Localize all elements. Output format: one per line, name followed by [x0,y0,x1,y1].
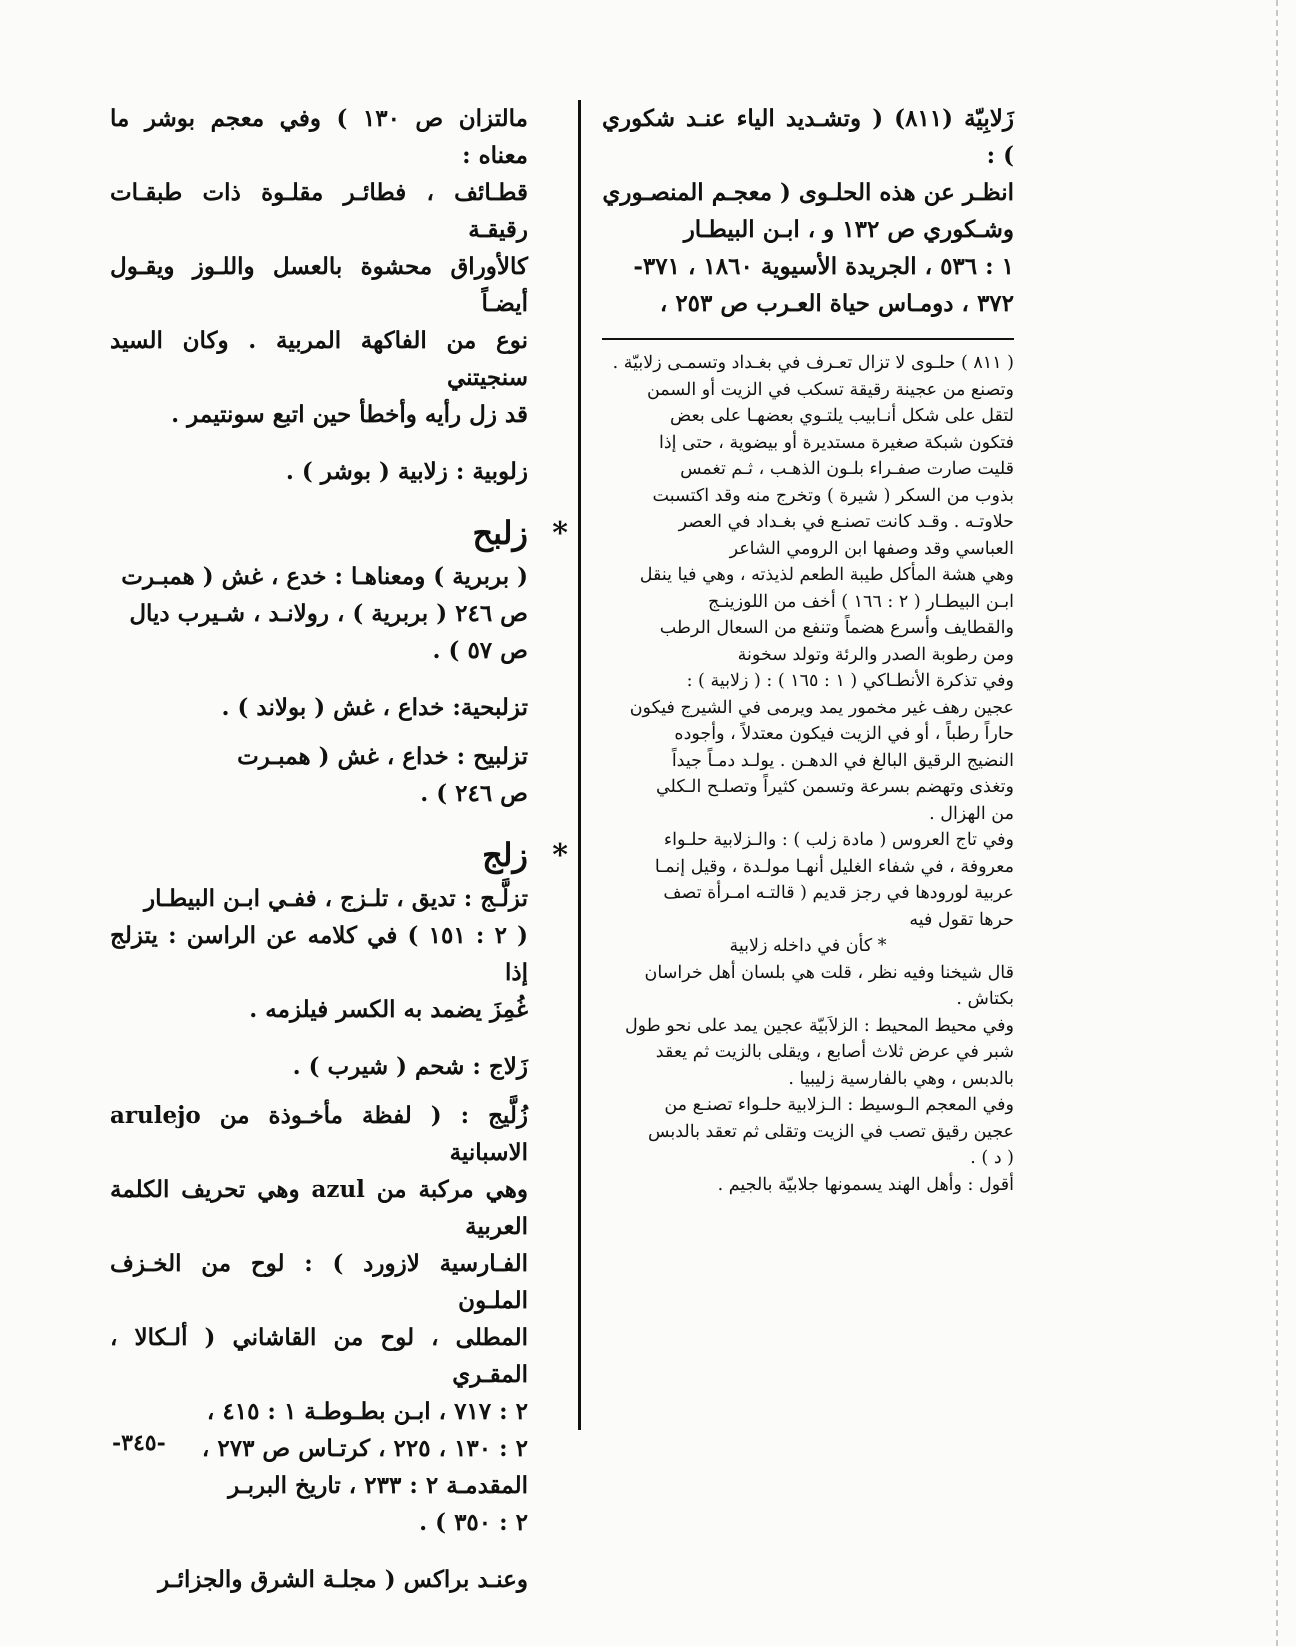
main-line: ١ : ٥٣٦ ، الجريدة الأسيوية ١٨٦٠ ، ٣٧١- [633,253,1014,280]
right-column [602,100,1014,342]
footnote-line: من الهزال . [929,803,1014,824]
main-line: زَلابِيّة (٨١١) ( وتشـديد الياء عنـد شكوري ) : [602,105,1014,169]
entry-header [110,836,568,874]
main-line: انظـر عن هذه الحلـوى ( معجـم المنصـوري [602,179,1014,206]
footnote-line: ابـن البيطـار ( ٢ : ١٦٦ ) أخف من اللوزينـج [708,591,1014,612]
main-line: ص ٢٤٦ ( بربرية ) ، رولانـد ، شـيرب ديال [129,600,528,627]
asterisk-icon: * [552,515,568,551]
footnote-line: والقطايف وأسرع هضماً وتنفع من السعال الرطب [659,618,1014,638]
footnote-line: ( د ) . [970,1148,1014,1168]
main-line: ٢ : ٧١٧ ، ابـن بطـوطـة ١ : ٤١٥ ، [206,1398,528,1425]
footnote-line: عربية لورودها في رجز قديم ( قالتـه امـرأة تصف [663,883,1014,903]
main-line: ٢ : ٣٥٠ ) . [419,1509,528,1536]
main-line: مالتزان ص ١٣٠ ) وفي معجم بوشر ما معناه : [110,105,528,169]
headword: زلبح [472,514,528,552]
main-line: المقدمـة ٢ : ٢٣٣ ، تاريخ البربـر [228,1472,528,1499]
zalabiya-entry [602,100,1014,322]
footnote-line: قال شيخنا وفيه نظر ، قلت هي بلسان أهل خراسان [644,962,1014,983]
footnote-line: وفي محيط المحيط : الزلاَبيّة عجين يمد على نحو طول [624,1015,1014,1036]
footnote-line: وفي تاج العروس ( مادة زلب ) : والـزلابية حلـواء [663,830,1014,850]
headword: زلج [482,836,528,874]
footnote-line: بالدبس ، وهي بالفارسية زليبيا . [788,1068,1014,1089]
footnote-line: لتقل على شكل أنـابيب يلتـوي بعضهـا على بعض [670,406,1014,426]
entry-header [110,514,568,552]
main-line: غُمِزَ يضمد به الكسر فيلزمه . [249,996,528,1023]
main-line: ٣٧٢ ، دومـاس حياة العـرب ص ٢٥٣ ، [659,290,1014,317]
footnote-line: أقول : وأهل الهند يسمونها جلابيّة بالجيم . [717,1174,1014,1195]
footnote-verse: * كأن في داخله زلابية [729,936,887,956]
subentry-block [110,738,528,812]
footnote-line: شبر في عرض ثلاث أصابع ، ويقلى بالزيت ثم يعقد [655,1042,1014,1062]
footnote-line: حلاوتـه . وقـد كانت تصنـع في بغـداد في العصر [678,512,1014,532]
footnote-line: ( ٨١١ ) حلـوى لا تزال تعـرف في بغـداد وتسمـى زلابيّة . [612,353,1014,373]
footnote-line: العباسي وقد وصفها ابن الرومي الشاعر [729,538,1014,559]
main-line: ص ٢٤٦ ) . [420,780,528,807]
subentry-block [110,1097,528,1541]
footnote-line: وهي هشة المأكل طيبة الطعم لذيذته ، وهي فيا ينقل [639,565,1014,585]
footnote-line: بذوب من السكر ( شيرة ) وتخرج منه وقد اكتسبت [652,485,1014,506]
footnote-line: عجين رقيق تصب في الزيت وتقلى ثم تعقد بالدبس [648,1121,1014,1142]
main-line: وهي مركبة من azul وهي تحريف الكلمة العربية [110,1176,528,1240]
main-line: زُلَّيج : ( لفظة مأخـوذة من arulejo الاسبانية [110,1102,528,1166]
left-column [110,100,568,1598]
footnote-separator [602,338,1014,340]
subentry: وعنـد براكس ( مجلـة الشرق والجزائـر [158,1566,528,1593]
main-line: ٢ : ١٣٠ ، ٢٢٥ ، كرتـاس ص ٢٧٣ ، [201,1435,528,1462]
main-line: ص ٥٧ ) . [432,637,528,664]
main-line: نوع من الفاكهة المربية . وكان السيد سنجيتني [110,327,528,391]
subentry: زَلاج : شحم ( شيرب ) . [292,1053,528,1080]
footnote-line: قليت صارت صفـراء بلـون الذهـب ، ثـم تغمس [680,459,1014,479]
footnote-block [602,350,1014,1198]
main-line: تزلَّـج : تديق ، تلـزج ، ففـي ابـن البيطـار [143,885,528,912]
zalubiya-line: زلوبية : زلابية ( بوشر ) . [285,458,528,485]
entry-body [110,880,528,1028]
main-line: قد زل رأيه وأخطأ حين اتبع سونتيمر . [171,401,528,428]
footnote-line: النضيج الرقيق البالغ في الدهـن . يولـد دمـاً جيداً [671,750,1014,771]
footnote-line: فتكون شبكة صغيرة مستديرة أو بيضوية ، حتى إذا [658,432,1014,453]
footnote-line: وتصنع من عجينة رقيقة تسكب في الزيت أو السمن [646,379,1014,400]
footnote-line: معروفة ، في شفاء الغليل أنهـا مولـدة ، وقيل إنمـا [654,856,1014,877]
entry-body [110,558,528,669]
main-line: المطلى ، لوح من القاشاني ( ألـكالا ، المقـري [110,1324,528,1388]
main-line: ( ٢ : ١٥١ ) في كلامه عن الراسن : يتزلج إذا [110,922,528,986]
footnote-line: عجين رهف غير مخمور يمد ويرمى في الشيرج فيكون [629,697,1014,718]
main-line: تزلبيح : خداع ، غش ( همبـرت [237,743,528,770]
main-line: الفـارسية لازورد ) : لوح من الخـزف الملـون [110,1250,528,1314]
main-line: قطـائف ، فطائـر مقلـوة ذات طبقـات رقيقـة [110,179,528,243]
footnote-line: حاراً رطباً ، أو في الزيت فيكون معتدلاً ، وأجوده [674,724,1014,744]
column-divider [578,100,581,1430]
intro-continuation [110,100,528,433]
asterisk-icon: * [552,837,568,873]
footnote-line: بكتاش . [956,989,1014,1009]
page-number: -٣٤٥- [112,1430,166,1456]
footnote-line: ومن رطوبة الصدر والرئة وتولد سخونة [737,644,1014,665]
footnote-line: وفي المعجم الـوسيط : الـزلابية حلـواء تصنـع من [664,1095,1014,1115]
footnote-line: حرها تقول فيه [909,909,1014,930]
footnote-line: وفي تذكرة الأنطـاكي ( ١ : ١٦٥ ) : ( زلابية ) : [686,671,1014,691]
scan-edge [1276,0,1278,1646]
main-line: ( بربرية ) ومعناهـا : خدع ، غش ( همبـرت [121,563,528,590]
subentry: تزلبحية: خداع ، غش ( بولاند ) . [221,694,528,721]
main-line: وشـكوري ص ١٣٢ و ، ابـن البيطـار [683,216,1014,243]
main-line: كالأوراق محشوة بالعسل واللـوز ويقـول أيضـاً [110,253,528,317]
footnote-line: وتغذى وتهضم بسرعة وتسمن كثيراً وتصلـح الـكلي [655,777,1014,797]
